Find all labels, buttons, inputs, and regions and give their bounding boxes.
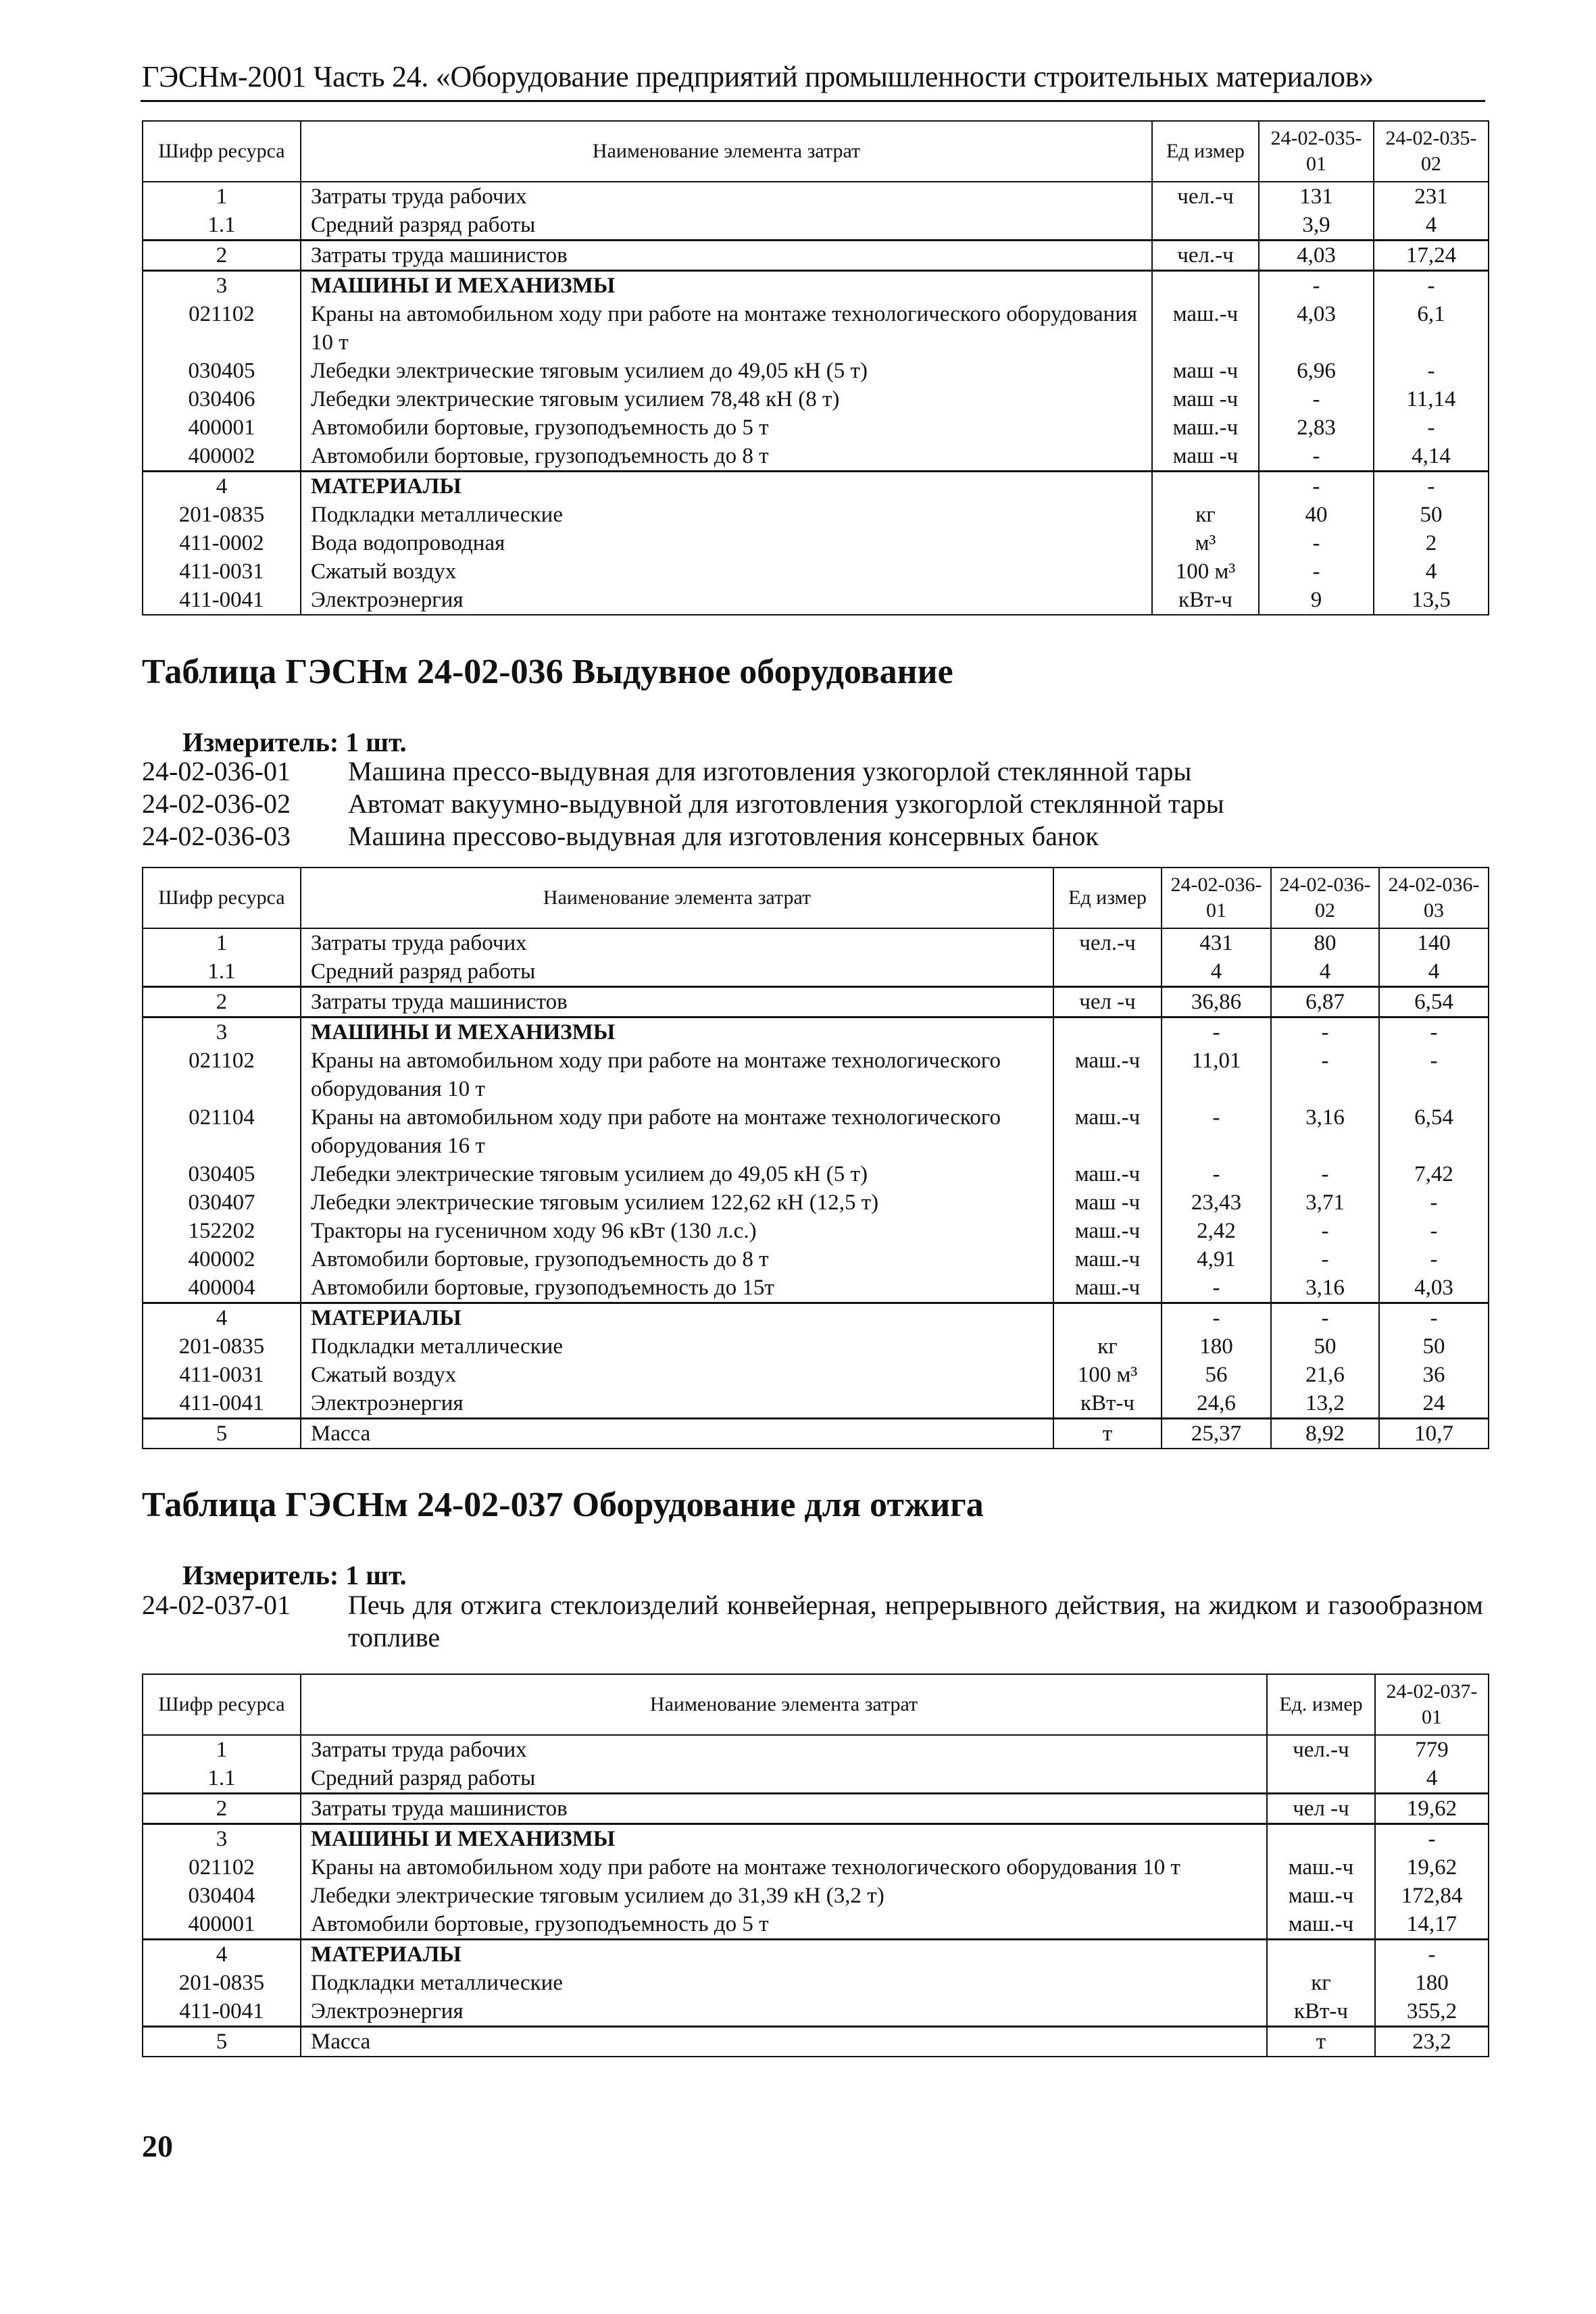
- unit-cell: [1053, 957, 1162, 987]
- table-row: [143, 1882, 1489, 1910]
- resource-code-cell: 411-0002: [143, 529, 301, 557]
- resource-code-cell: 201-0835: [143, 1969, 301, 1997]
- page-number: 20: [142, 2129, 173, 2163]
- value-cell: 9: [1259, 586, 1374, 615]
- resource-code-cell: 400001: [143, 1910, 301, 1940]
- cost-element-name-cell: Краны на автомобильном ходу при работе на монтаже технологического оборудования 10 т: [301, 1853, 1267, 1882]
- table-header-row: [143, 867, 1489, 928]
- value-cell: -: [1259, 385, 1374, 413]
- value-cell: 23,43: [1162, 1188, 1271, 1217]
- value-cell: -: [1379, 1188, 1489, 1217]
- value-cell: 11,01: [1162, 1047, 1271, 1103]
- resource-code-cell: 4: [143, 472, 301, 501]
- cost-element-name-cell: Затраты труда машинистов: [301, 241, 1152, 271]
- unit-cell: 100 м³: [1152, 557, 1259, 586]
- table-row: [143, 1853, 1489, 1882]
- cost-element-name-cell: Электроэнергия: [301, 1389, 1053, 1419]
- cost-element-name-cell: Краны на автомобильном ходу при работе на монтаже технологического оборудования 16 т: [301, 1103, 1053, 1160]
- measure-line: [182, 726, 407, 758]
- value-cell: -: [1375, 1940, 1489, 1969]
- unit-cell: м³: [1152, 529, 1259, 557]
- resource-code-cell: 1.1: [143, 1764, 301, 1794]
- unit-cell: маш.-ч: [1267, 1910, 1375, 1940]
- resource-code-cell: 030404: [143, 1882, 301, 1910]
- column-header: 24-02-035-02: [1374, 121, 1489, 182]
- unit-cell: маш -ч: [1053, 1188, 1162, 1217]
- value-cell: -: [1271, 1047, 1379, 1103]
- unit-cell: [1152, 271, 1259, 301]
- resource-code-cell: 1.1: [143, 211, 301, 241]
- resource-code-cell: 411-0041: [143, 1389, 301, 1419]
- column-header: 24-02-036-02: [1271, 867, 1379, 928]
- column-header: Ед измер: [1053, 867, 1162, 928]
- table-row: [143, 442, 1489, 472]
- table-row: [143, 529, 1489, 557]
- unit-cell: маш.-ч: [1053, 1274, 1162, 1303]
- unit-cell: т: [1267, 2027, 1375, 2057]
- resource-table-24-02-036: [142, 867, 1489, 1449]
- unit-cell: маш -ч: [1152, 442, 1259, 472]
- resource-code-cell: 030405: [143, 1160, 301, 1188]
- cost-element-name-cell: МАШИНЫ И МЕХАНИЗМЫ: [301, 1824, 1267, 1854]
- table-row: [143, 2027, 1489, 2057]
- value-cell: 6,54: [1379, 1103, 1489, 1160]
- cost-element-name-cell: Средний разряд работы: [301, 211, 1152, 241]
- resource-code-cell: 3: [143, 1017, 301, 1047]
- unit-cell: маш.-ч: [1053, 1047, 1162, 1103]
- unit-cell: кг: [1152, 501, 1259, 529]
- cost-element-name-cell: Электроэнергия: [301, 586, 1152, 615]
- cost-element-name-cell: Затраты труда машинистов: [301, 987, 1053, 1017]
- resource-code-cell: 1.1: [143, 957, 301, 987]
- unit-cell: маш.-ч: [1053, 1245, 1162, 1274]
- cost-element-name-cell: Лебедки электрические тяговым усилием до 31,39 кН (3,2 т): [301, 1882, 1267, 1910]
- resource-code-cell: 021104: [143, 1103, 301, 1160]
- table-row: [143, 928, 1489, 957]
- unit-cell: чел.-ч: [1267, 1735, 1375, 1764]
- value-cell: -: [1379, 1017, 1489, 1047]
- resource-code-cell: 2: [143, 987, 301, 1017]
- resource-code-cell: 021102: [143, 1047, 301, 1103]
- value-cell: 19,62: [1375, 1794, 1489, 1824]
- resource-code-cell: 201-0835: [143, 501, 301, 529]
- cost-element-name-cell: Автомобили бортовые, грузоподъемность до 15т: [301, 1274, 1053, 1303]
- table-row: [143, 1794, 1489, 1824]
- table-row: [143, 1160, 1489, 1188]
- value-cell: 4,03: [1379, 1274, 1489, 1303]
- item-description: Автомат вакуумно-выдувной для изготовления узкогорлой стеклянной тары: [348, 788, 1224, 819]
- table-row: [143, 1245, 1489, 1274]
- value-cell: -: [1374, 413, 1489, 442]
- value-cell: 21,6: [1271, 1361, 1379, 1389]
- unit-cell: маш.-ч: [1053, 1160, 1162, 1188]
- value-cell: 40: [1259, 501, 1374, 529]
- table-row: [143, 300, 1489, 357]
- cost-element-name-cell: Электроэнергия: [301, 1997, 1267, 2027]
- item-description: Машина прессово-выдувная для изготовления консервных банок: [348, 821, 1099, 851]
- cost-element-name-cell: Затраты труда рабочих: [301, 1735, 1267, 1764]
- unit-cell: кг: [1267, 1969, 1375, 1997]
- value-cell: 3,71: [1271, 1188, 1379, 1217]
- value-cell: 4,03: [1259, 241, 1374, 271]
- value-cell: 140: [1379, 928, 1489, 957]
- value-cell: 6,87: [1271, 987, 1379, 1017]
- table-row: [143, 1997, 1489, 2027]
- table-row: [143, 1017, 1489, 1047]
- value-cell: 17,24: [1374, 241, 1489, 271]
- value-cell: -: [1271, 1245, 1379, 1274]
- table-row: [143, 182, 1489, 211]
- table-row: [143, 241, 1489, 271]
- section-title-24-02-037: Таблица ГЭСНм 24-02-037 Оборудование для отжига: [142, 1486, 984, 1524]
- resource-code-cell: 5: [143, 1419, 301, 1449]
- unit-cell: маш.-ч: [1152, 300, 1259, 357]
- table-row: [143, 413, 1489, 442]
- resource-code-cell: 411-0041: [143, 586, 301, 615]
- column-header: 24-02-036-03: [1379, 867, 1489, 928]
- unit-cell: маш.-ч: [1152, 413, 1259, 442]
- resource-code-cell: 3: [143, 1824, 301, 1854]
- value-cell: -: [1374, 357, 1489, 385]
- value-cell: 50: [1379, 1332, 1489, 1361]
- table-row: [143, 957, 1489, 987]
- item-description: Печь для отжига стеклоизделий конвейерная, непрерывного действия, на жидком и газообразном топливе: [348, 1590, 1483, 1653]
- resource-code-cell: 1: [143, 928, 301, 957]
- unit-cell: чел -ч: [1053, 987, 1162, 1017]
- header-rule: [141, 100, 1485, 102]
- value-cell: 4: [1374, 557, 1489, 586]
- value-cell: 7,42: [1379, 1160, 1489, 1188]
- column-header: Ед. измер: [1267, 1674, 1375, 1735]
- table-row: [143, 1217, 1489, 1245]
- cost-element-name-cell: Сжатый воздух: [301, 1361, 1053, 1389]
- item-list-24-02-036: [142, 755, 1483, 853]
- resource-code-cell: 201-0835: [143, 1332, 301, 1361]
- cost-element-name-cell: Лебедки электрические тяговым усилием 122,62 кН (12,5 т): [301, 1188, 1053, 1217]
- value-cell: 3,16: [1271, 1103, 1379, 1160]
- unit-cell: 100 м³: [1053, 1361, 1162, 1389]
- cost-element-name-cell: МАТЕРИАЛЫ: [301, 472, 1152, 501]
- section-title-24-02-036: Таблица ГЭСНм 24-02-036 Выдувное оборудование: [142, 653, 953, 691]
- resource-code-cell: 400004: [143, 1274, 301, 1303]
- table-header-row: [143, 1674, 1489, 1735]
- resource-code-cell: 021102: [143, 300, 301, 357]
- value-cell: -: [1379, 1303, 1489, 1333]
- value-cell: 231: [1374, 182, 1489, 211]
- value-cell: -: [1374, 472, 1489, 501]
- table-row: [143, 271, 1489, 301]
- column-header: Наименование элемента затрат: [301, 1674, 1267, 1735]
- value-cell: 14,17: [1375, 1910, 1489, 1940]
- measure-label: Измеритель:: [182, 727, 339, 757]
- unit-cell: [1053, 1303, 1162, 1333]
- column-header: Шифр ресурса: [143, 1674, 301, 1735]
- value-cell: 25,37: [1162, 1419, 1271, 1449]
- value-cell: -: [1271, 1160, 1379, 1188]
- value-cell: 4,14: [1374, 442, 1489, 472]
- item-list-24-02-037: [142, 1589, 1483, 1654]
- value-cell: 3,16: [1271, 1274, 1379, 1303]
- cost-element-name-cell: Лебедки электрические тяговым усилием 78,48 кН (8 т): [301, 385, 1152, 413]
- unit-cell: чел.-ч: [1152, 182, 1259, 211]
- measure-line: [182, 1559, 407, 1591]
- unit-cell: маш.-ч: [1267, 1853, 1375, 1882]
- value-cell: 2: [1374, 529, 1489, 557]
- value-cell: 180: [1375, 1969, 1489, 1997]
- value-cell: -: [1271, 1017, 1379, 1047]
- unit-cell: маш -ч: [1152, 357, 1259, 385]
- table-row: [143, 1103, 1489, 1160]
- item-row: [142, 1589, 1483, 1654]
- unit-cell: маш.-ч: [1053, 1217, 1162, 1245]
- resource-code-cell: 1: [143, 182, 301, 211]
- resource-table-24-02-035: [142, 120, 1489, 615]
- resource-code-cell: 400001: [143, 413, 301, 442]
- table-row: [143, 1910, 1489, 1940]
- value-cell: 779: [1375, 1735, 1489, 1764]
- value-cell: 56: [1162, 1361, 1271, 1389]
- measure-value: 1 шт.: [345, 727, 407, 757]
- column-header: Шифр ресурса: [143, 867, 301, 928]
- value-cell: 3,9: [1259, 211, 1374, 241]
- unit-cell: чел -ч: [1267, 1794, 1375, 1824]
- unit-cell: кг: [1053, 1332, 1162, 1361]
- cost-element-name-cell: МАШИНЫ И МЕХАНИЗМЫ: [301, 1017, 1053, 1047]
- cost-element-name-cell: Средний разряд работы: [301, 1764, 1267, 1794]
- cost-element-name-cell: Подкладки металлические: [301, 1332, 1053, 1361]
- table-row: [143, 1047, 1489, 1103]
- table-row: [143, 501, 1489, 529]
- cost-element-name-cell: Подкладки металлические: [301, 501, 1152, 529]
- value-cell: 24: [1379, 1389, 1489, 1419]
- value-cell: 431: [1162, 928, 1271, 957]
- table-row: [143, 1969, 1489, 1997]
- resource-code-cell: 400002: [143, 442, 301, 472]
- value-cell: -: [1259, 271, 1374, 301]
- cost-element-name-cell: Средний разряд работы: [301, 957, 1053, 987]
- unit-cell: [1267, 1764, 1375, 1794]
- unit-cell: кВт-ч: [1267, 1997, 1375, 2027]
- cost-element-name-cell: Масса: [301, 1419, 1053, 1449]
- item-code: 24-02-036-03: [142, 821, 291, 851]
- value-cell: -: [1259, 472, 1374, 501]
- measure-label: Измеритель:: [182, 1560, 339, 1590]
- cost-element-name-cell: Краны на автомобильном ходу при работе на монтаже технологического оборудования 10 т: [301, 300, 1152, 357]
- resource-code-cell: 411-0041: [143, 1997, 301, 2027]
- value-cell: 19,62: [1375, 1853, 1489, 1882]
- value-cell: -: [1259, 557, 1374, 586]
- unit-cell: [1053, 1017, 1162, 1047]
- value-cell: 4: [1379, 957, 1489, 987]
- item-description: Машина прессо-выдувная для изготовления узкогорлой стеклянной тары: [348, 756, 1192, 786]
- table-row: [143, 987, 1489, 1017]
- value-cell: 2,42: [1162, 1217, 1271, 1245]
- column-header: Ед измер: [1152, 121, 1259, 182]
- table-row: [143, 1188, 1489, 1217]
- cost-element-name-cell: МАТЕРИАЛЫ: [301, 1940, 1267, 1969]
- unit-cell: [1267, 1824, 1375, 1854]
- unit-cell: т: [1053, 1419, 1162, 1449]
- page-header: ГЭСНм-2001 Часть 24. «Оборудование предприятий промышленности строительных материалов»: [142, 60, 1374, 93]
- value-cell: -: [1379, 1047, 1489, 1103]
- value-cell: 11,14: [1374, 385, 1489, 413]
- value-cell: 6,54: [1379, 987, 1489, 1017]
- value-cell: 6,1: [1374, 300, 1489, 357]
- value-cell: 355,2: [1375, 1997, 1489, 2027]
- value-cell: 36,86: [1162, 987, 1271, 1017]
- resource-code-cell: 400002: [143, 1245, 301, 1274]
- cost-element-name-cell: Тракторы на гусеничном ходу 96 кВт (130 л.с.): [301, 1217, 1053, 1245]
- column-header: 24-02-035-01: [1259, 121, 1374, 182]
- unit-cell: маш.-ч: [1267, 1882, 1375, 1910]
- value-cell: 4,03: [1259, 300, 1374, 357]
- value-cell: -: [1162, 1103, 1271, 1160]
- cost-element-name-cell: Затраты труда машинистов: [301, 1794, 1267, 1824]
- value-cell: -: [1162, 1303, 1271, 1333]
- value-cell: 13,2: [1271, 1389, 1379, 1419]
- item-row: [142, 820, 1483, 853]
- cost-element-name-cell: Сжатый воздух: [301, 557, 1152, 586]
- value-cell: -: [1271, 1303, 1379, 1333]
- unit-cell: кВт-ч: [1053, 1389, 1162, 1419]
- value-cell: 2,83: [1259, 413, 1374, 442]
- table-header-row: [143, 121, 1489, 182]
- value-cell: 50: [1374, 501, 1489, 529]
- value-cell: 4: [1375, 1764, 1489, 1794]
- value-cell: 4: [1162, 957, 1271, 987]
- table-row: [143, 472, 1489, 501]
- resource-code-cell: 5: [143, 2027, 301, 2057]
- cost-element-name-cell: Автомобили бортовые, грузоподъемность до 5 т: [301, 413, 1152, 442]
- table-row: [143, 211, 1489, 241]
- value-cell: 131: [1259, 182, 1374, 211]
- unit-cell: чел.-ч: [1152, 241, 1259, 271]
- column-header: Шифр ресурса: [143, 121, 301, 182]
- cost-element-name-cell: Масса: [301, 2027, 1267, 2057]
- item-row: [142, 755, 1483, 788]
- unit-cell: [1267, 1940, 1375, 1969]
- value-cell: 13,5: [1374, 586, 1489, 615]
- cost-element-name-cell: Затраты труда рабочих: [301, 928, 1053, 957]
- resource-code-cell: 4: [143, 1940, 301, 1969]
- unit-cell: маш.-ч: [1053, 1103, 1162, 1160]
- value-cell: -: [1379, 1217, 1489, 1245]
- value-cell: 80: [1271, 928, 1379, 957]
- resource-code-cell: 3: [143, 271, 301, 301]
- value-cell: 180: [1162, 1332, 1271, 1361]
- resource-code-cell: 2: [143, 1794, 301, 1824]
- cost-element-name-cell: Лебедки электрические тяговым усилием до 49,05 кН (5 т): [301, 1160, 1053, 1188]
- value-cell: -: [1374, 271, 1489, 301]
- unit-cell: маш -ч: [1152, 385, 1259, 413]
- column-header: 24-02-036-01: [1162, 867, 1271, 928]
- unit-cell: кВт-ч: [1152, 586, 1259, 615]
- resource-code-cell: 021102: [143, 1853, 301, 1882]
- table-row: [143, 1824, 1489, 1854]
- cost-element-name-cell: МАТЕРИАЛЫ: [301, 1303, 1053, 1333]
- table-row: [143, 1735, 1489, 1764]
- column-header: 24-02-037-01: [1375, 1674, 1489, 1735]
- measure-value: 1 шт.: [345, 1560, 407, 1590]
- table-row: [143, 1274, 1489, 1303]
- column-header: Наименование элемента затрат: [301, 121, 1152, 182]
- value-cell: 4,91: [1162, 1245, 1271, 1274]
- cost-element-name-cell: Автомобили бортовые, грузоподъемность до 5 т: [301, 1910, 1267, 1940]
- value-cell: 172,84: [1375, 1882, 1489, 1910]
- cost-element-name-cell: МАШИНЫ И МЕХАНИЗМЫ: [301, 271, 1152, 301]
- table-row: [143, 1940, 1489, 1969]
- value-cell: -: [1379, 1245, 1489, 1274]
- value-cell: 24,6: [1162, 1389, 1271, 1419]
- table-row: [143, 586, 1489, 615]
- unit-cell: чел.-ч: [1053, 928, 1162, 957]
- cost-element-name-cell: Вода водопроводная: [301, 529, 1152, 557]
- value-cell: 8,92: [1271, 1419, 1379, 1449]
- resource-code-cell: 030407: [143, 1188, 301, 1217]
- value-cell: 36: [1379, 1361, 1489, 1389]
- item-code: 24-02-036-02: [142, 788, 291, 819]
- value-cell: 4: [1271, 957, 1379, 987]
- cost-element-name-cell: Автомобили бортовые, грузоподъемность до 8 т: [301, 1245, 1053, 1274]
- unit-cell: [1152, 472, 1259, 501]
- cost-element-name-cell: Затраты труда рабочих: [301, 182, 1152, 211]
- unit-cell: [1152, 211, 1259, 241]
- column-header: Наименование элемента затрат: [301, 867, 1053, 928]
- cost-element-name-cell: Лебедки электрические тяговым усилием до 49,05 кН (5 т): [301, 357, 1152, 385]
- table-row: [143, 557, 1489, 586]
- cost-element-name-cell: Подкладки металлические: [301, 1969, 1267, 1997]
- table-row: [143, 1764, 1489, 1794]
- value-cell: 23,2: [1375, 2027, 1489, 2057]
- table-row: [143, 1303, 1489, 1333]
- value-cell: -: [1259, 529, 1374, 557]
- item-row: [142, 788, 1483, 820]
- value-cell: 4: [1374, 211, 1489, 241]
- value-cell: -: [1162, 1160, 1271, 1188]
- table-row: [143, 1389, 1489, 1419]
- table-row: [143, 1332, 1489, 1361]
- resource-code-cell: 030405: [143, 357, 301, 385]
- resource-code-cell: 152202: [143, 1217, 301, 1245]
- resource-code-cell: 030406: [143, 385, 301, 413]
- resource-code-cell: 2: [143, 241, 301, 271]
- value-cell: 6,96: [1259, 357, 1374, 385]
- value-cell: 10,7: [1379, 1419, 1489, 1449]
- resource-code-cell: 411-0031: [143, 557, 301, 586]
- resource-code-cell: 4: [143, 1303, 301, 1333]
- resource-code-cell: 1: [143, 1735, 301, 1764]
- value-cell: -: [1162, 1017, 1271, 1047]
- item-code: 24-02-037-01: [142, 1590, 291, 1620]
- value-cell: -: [1375, 1824, 1489, 1854]
- value-cell: -: [1162, 1274, 1271, 1303]
- cost-element-name-cell: Краны на автомобильном ходу при работе на монтаже технологического оборудования 10 т: [301, 1047, 1053, 1103]
- table-row: [143, 357, 1489, 385]
- table-row: [143, 1419, 1489, 1449]
- resource-table-24-02-037: [142, 1674, 1489, 2057]
- table-row: [143, 385, 1489, 413]
- value-cell: -: [1259, 442, 1374, 472]
- resource-code-cell: 411-0031: [143, 1361, 301, 1389]
- cost-element-name-cell: Автомобили бортовые, грузоподъемность до 8 т: [301, 442, 1152, 472]
- value-cell: 50: [1271, 1332, 1379, 1361]
- item-code: 24-02-036-01: [142, 756, 291, 786]
- table-row: [143, 1361, 1489, 1389]
- value-cell: -: [1271, 1217, 1379, 1245]
